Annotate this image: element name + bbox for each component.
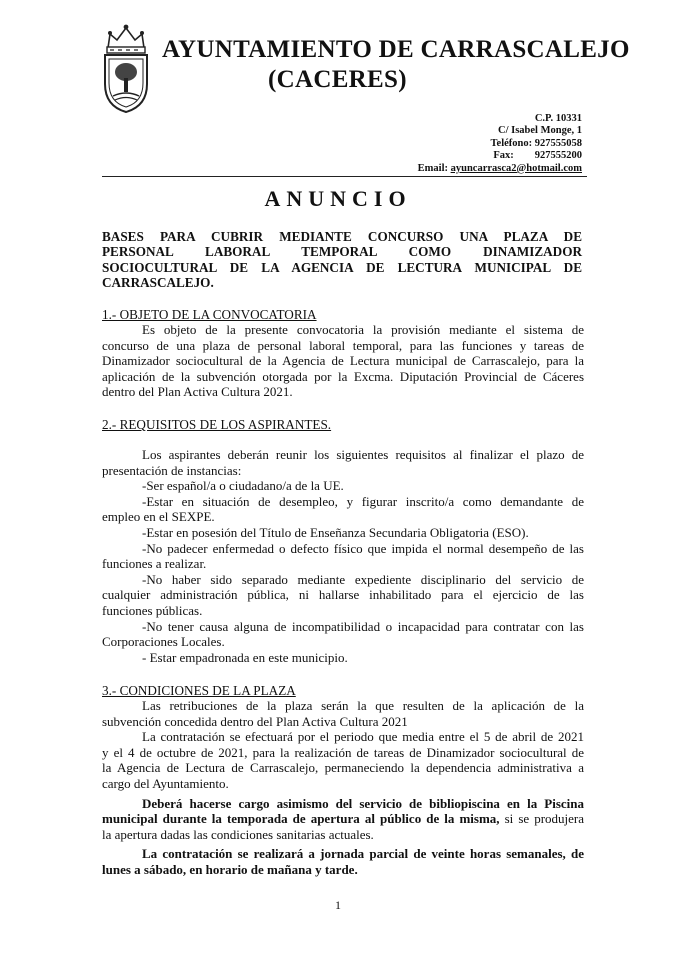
requirement-item: -No haber sido separado mediante expediente disciplinario del servicio de xyxy=(142,571,584,587)
bases-line: BASES PARA CUBRIR MEDIANTE CONCURSO UNA PLAZA DE xyxy=(102,229,582,244)
body-line: aplicación de la subvención otorgada por la Excma. Diputación Provincial de Cáceres xyxy=(102,368,584,384)
province-title: (CACERES) xyxy=(268,66,407,93)
body-line: Las retribuciones de la plaza serán la que resulten de la aplicación de la xyxy=(142,698,584,713)
requirement-item: - Estar empadronada en este municipio. xyxy=(142,649,348,665)
body-line: Dinamizador sociocultural de la Agencia de Lectura municipal de Carrascalejo, para la xyxy=(102,353,584,369)
header-divider xyxy=(102,176,587,177)
email-line xyxy=(418,163,582,175)
bold-line: lunes a sábado, en horario de mañana y tarde. xyxy=(102,861,358,877)
page-number: 1 xyxy=(335,898,341,912)
body-line: Los aspirantes deberán reunir los siguientes requisitos al finalizar el plazo de xyxy=(142,447,584,462)
requirement-item: -No padecer enfermedad o defecto físico que impida el normal desempeño de las xyxy=(142,540,584,556)
body-line: funciones públicas. xyxy=(102,602,203,618)
body-line: empleo en el SEXPE. xyxy=(102,509,215,525)
fax-number: 927555200 xyxy=(534,150,582,162)
coat-of-arms-icon xyxy=(100,22,152,114)
document-heading: ANUNCIO xyxy=(264,186,412,211)
section-2-body xyxy=(102,447,584,665)
body-line: Corporaciones Locales. xyxy=(102,634,225,650)
letterhead xyxy=(100,22,660,112)
section-2-heading: 2.- REQUISITOS DE LOS ASPIRANTES. xyxy=(102,417,332,432)
contact-block xyxy=(418,113,582,175)
body-line: dentro del Plan Activa Cultura 2021. xyxy=(102,384,293,400)
address: C/ Isabel Monge, 1 xyxy=(498,125,582,137)
requirement-item: -Estar en posesión del Título de Enseñanza Secundaria Obligatoria (ESO). xyxy=(142,524,529,540)
requirement-item: -Estar en situación de desempleo, y figurar inscrito/a como demandante de xyxy=(142,493,584,509)
bold-line: La contratación se realizará a jornada parcial de veinte horas semanales, de xyxy=(142,846,584,862)
section-3-body xyxy=(102,698,584,878)
body-line: Es objeto de la presente convocatoria la provisión mediante el sistema de xyxy=(142,322,584,337)
body-line: La contratación se efectuará por el periodo que media entre el 5 de abril de 2021 xyxy=(142,729,584,745)
body-line: concurso de una plaza de personal laboral temporal, para las funciones y tareas de xyxy=(102,337,584,353)
email-link[interactable]: ayuncarrasca2@hotmail.com xyxy=(450,162,582,174)
body-line: presentación de instancias: xyxy=(102,462,242,478)
mixed-line xyxy=(102,811,584,827)
bases-title xyxy=(102,229,582,291)
body-line: cualquier administración pública, ni hallarse inhabilitado para el ejercicio de las xyxy=(102,587,584,603)
bases-line: SOCIOCULTURAL DE LA AGENCIA DE LECTURA MUNICIPAL DE xyxy=(102,259,582,275)
requirement-item: -Ser español/a o ciudadano/a de la UE. xyxy=(142,478,344,494)
body-line: la apertura dadas las condiciones sanitarias actuales. xyxy=(102,826,374,842)
bold-line: Deberá hacerse cargo asimismo del servicio de bibliopiscina en la Piscina xyxy=(142,795,584,811)
municipality-title: AYUNTAMIENTO DE CARRASCALEJO xyxy=(162,36,630,63)
requirement-item: -No tener causa alguna de incompatibilidad o incapacidad para contratar con las xyxy=(142,618,584,634)
section-1-body xyxy=(102,322,584,400)
regular-fragment: si se produjera xyxy=(499,811,585,827)
fax-line xyxy=(418,150,582,162)
section-3-heading: 3.- CONDICIONES DE LA PLAZA xyxy=(102,683,296,698)
body-line: la Agencia de Lectura de Carrascalejo, permaneciendo la dependencia administrativa a xyxy=(102,760,584,776)
email-label: Email: xyxy=(417,162,448,174)
body-line: cargo del Ayuntamiento. xyxy=(102,775,229,791)
body-line: y el 4 de octubre de 2021, para la realización de tareas de Dinamizador sociocultural de xyxy=(102,744,584,760)
body-line: subvención concedida dentro del Plan Activa Cultura 2021 xyxy=(102,713,408,729)
section-1-heading: 1.- OBJETO DE LA CONVOCATORIA xyxy=(102,307,317,322)
phone-number: 927555058 xyxy=(534,137,582,149)
phone-line xyxy=(418,138,582,150)
postal-code: C.P. 10331 xyxy=(534,113,582,124)
bases-line: PERSONAL LABORAL TEMPORAL COMO DINAMIZADOR xyxy=(102,244,582,260)
fax-label: Fax: xyxy=(493,150,514,162)
phone-label: Teléfono: xyxy=(490,137,533,149)
bases-line: CARRASCALEJO. xyxy=(102,275,214,291)
body-line: funciones a realizar. xyxy=(102,556,207,572)
bold-fragment: municipal durante la temporada de apertura al público de la misma, xyxy=(102,811,500,827)
